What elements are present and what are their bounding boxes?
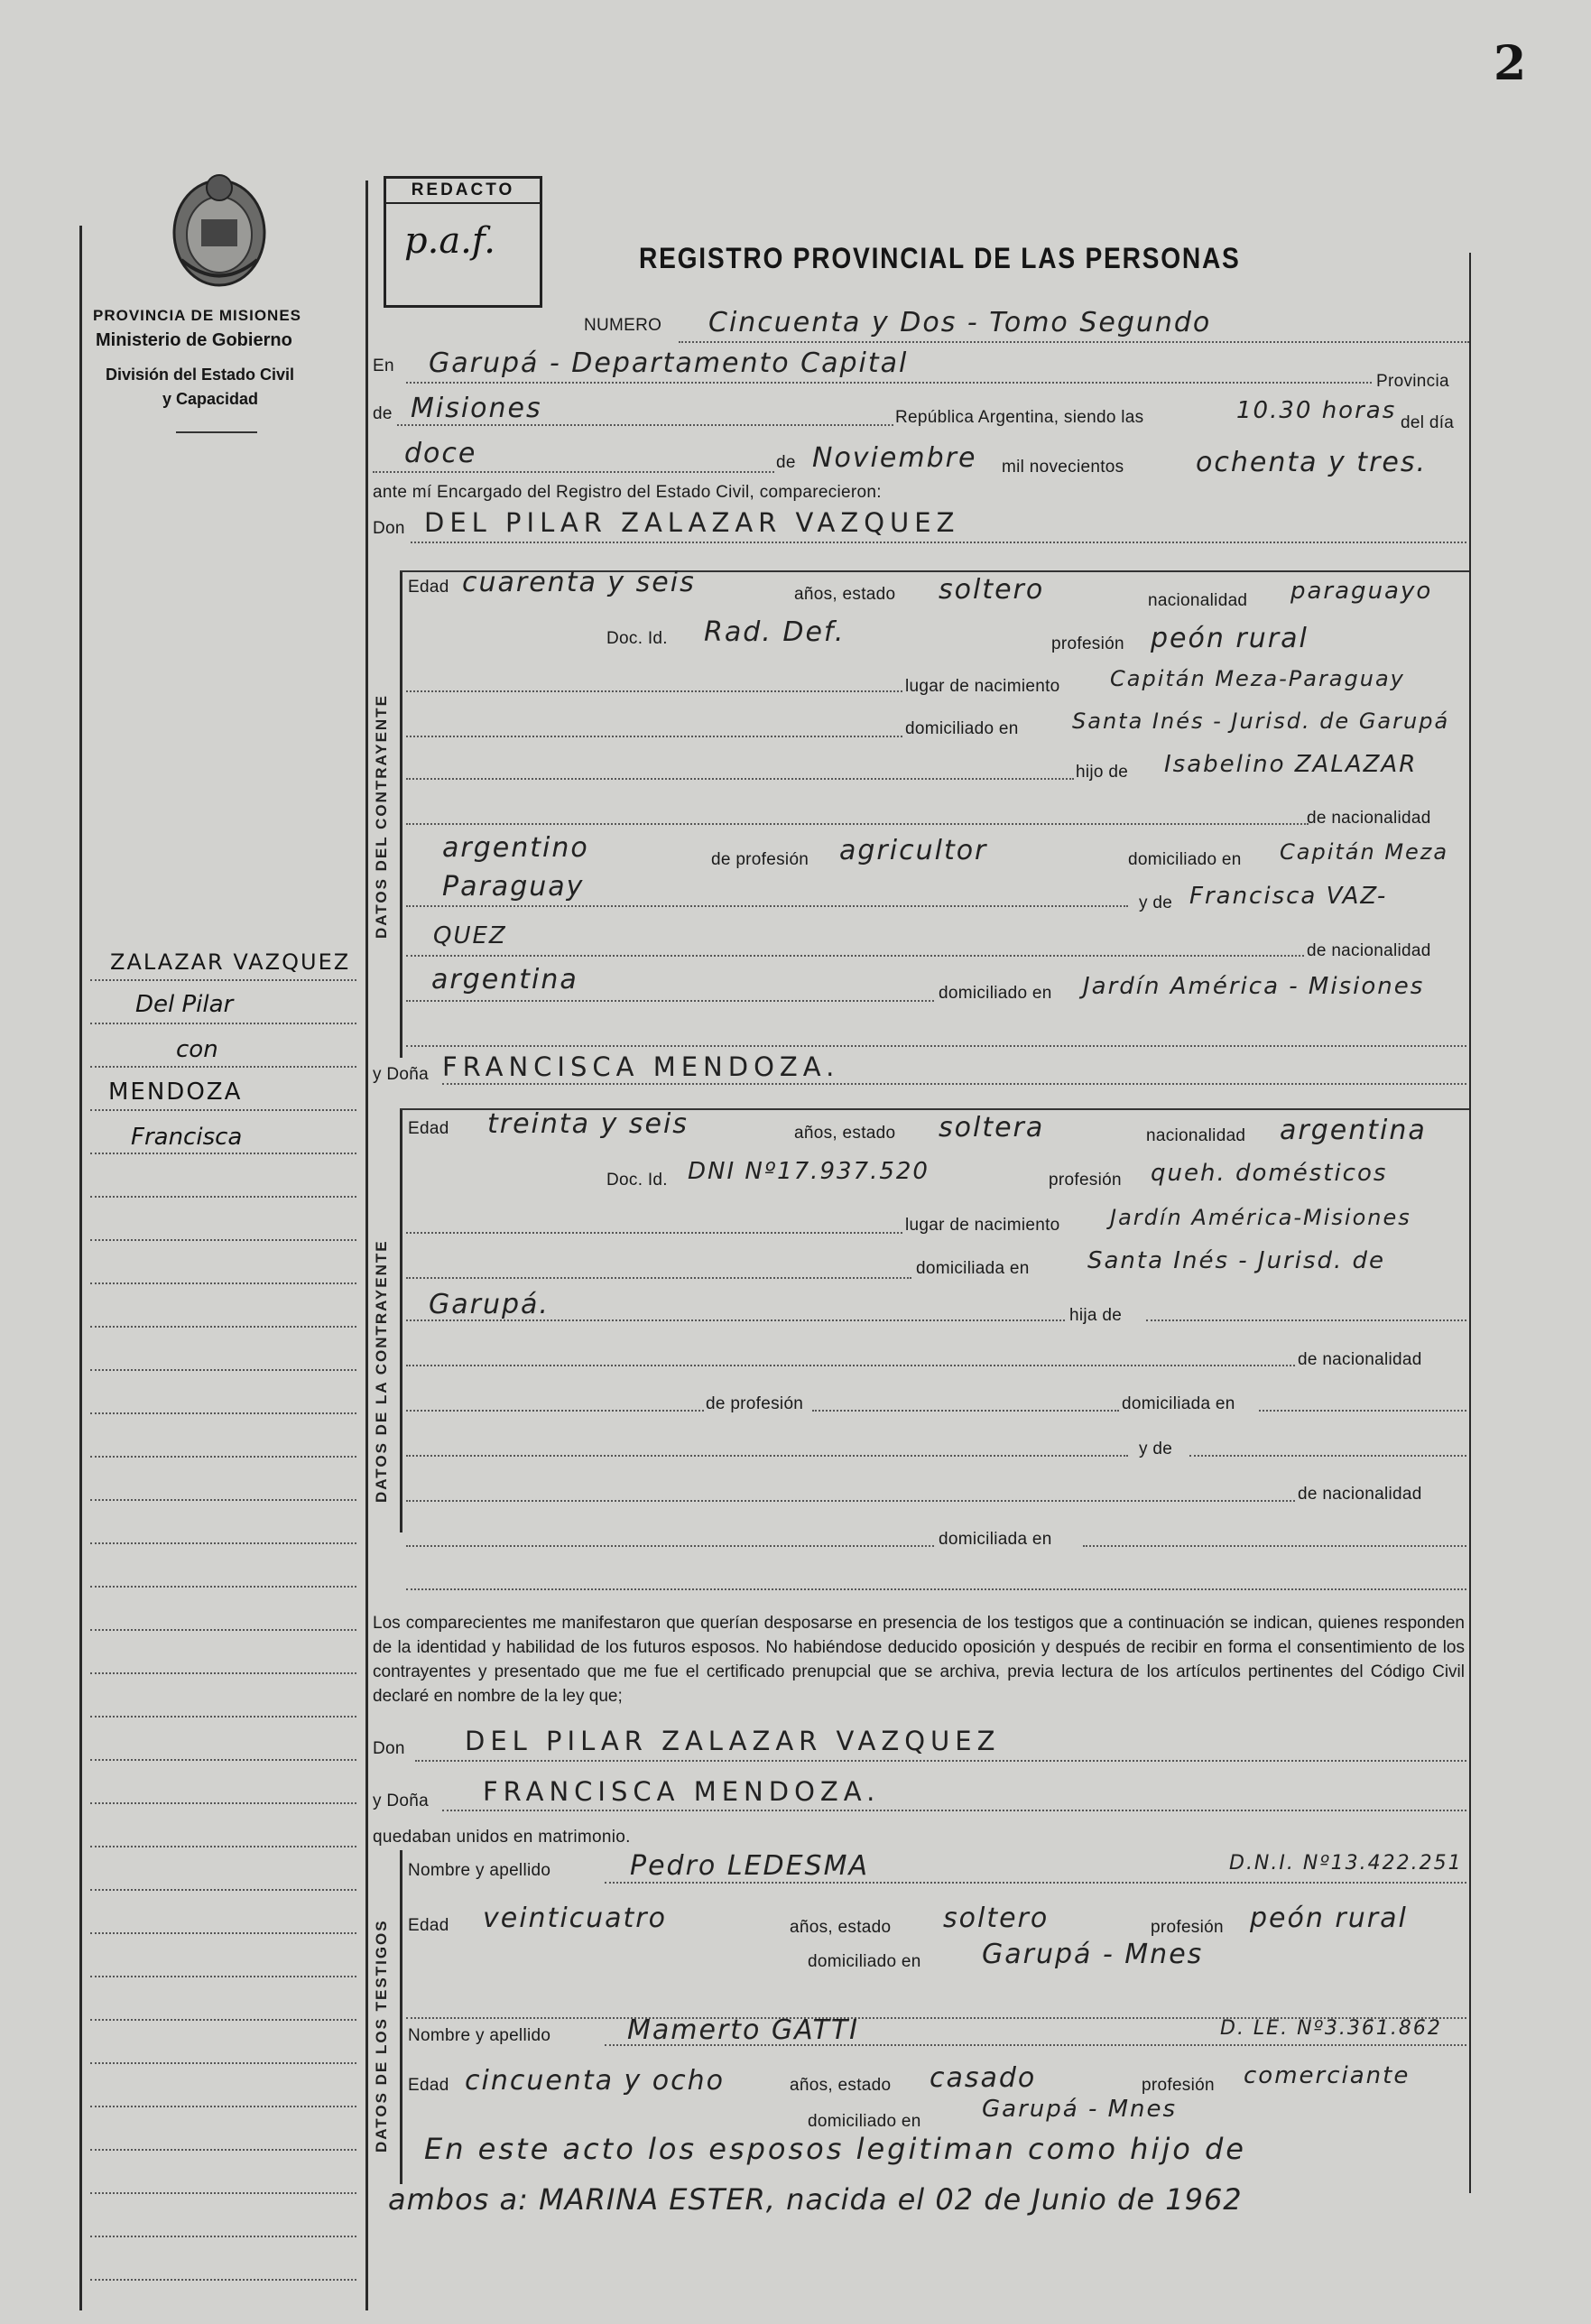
margin-rule [90, 1109, 356, 1111]
contrayente-edad: cuarenta y seis [462, 567, 696, 598]
fill-line [1146, 1319, 1466, 1321]
testigo1-profesion: peón rural [1250, 1903, 1408, 1934]
contrayente-estado: soltero [939, 574, 1045, 606]
de-profesion-label-2: de profesión [706, 1394, 804, 1413]
margin-note-line-1: ZALAZAR VAZQUEZ [110, 949, 351, 975]
de-profesion-label: de profesión [711, 850, 809, 869]
padre-nacionalidad: argentino [442, 832, 589, 864]
testigos-section-label: DATOS DE LOS TESTIGOS [373, 1919, 390, 2153]
redacto-stamp [384, 176, 542, 308]
stamp-initials: p.a.f. [404, 220, 495, 262]
margin-rule [90, 2149, 356, 2151]
page-number: 2 [1494, 36, 1527, 91]
fill-line [406, 778, 1074, 780]
margin-rule [90, 1802, 356, 1804]
province-header: PROVINCIA DE MISIONES [93, 307, 302, 324]
margin-rule [90, 1369, 356, 1371]
margin-rule [90, 1499, 356, 1501]
contrayenta-name: FRANCISCA MENDOZA. [442, 1051, 840, 1082]
margin-rule [90, 1976, 356, 1977]
union-dona-name: FRANCISCA MENDOZA. [483, 1776, 881, 1807]
margin-rule [90, 1326, 356, 1328]
de-label: de [373, 404, 393, 423]
testigo1-domicilio: Garupá - Mnes [982, 1939, 1204, 1970]
contrayente-madre-2: QUEZ [433, 922, 507, 949]
fill-line [406, 955, 1304, 957]
quedaban-label: quedaban unidos en matrimonio. [373, 1828, 631, 1847]
mes-value: Noviembre [812, 442, 977, 474]
contrayenta-domicilio: Santa Inés - Jurisd. de [1087, 1247, 1386, 1274]
mil-label: mil novecientos [1002, 458, 1124, 477]
ante-label: ante mí Encargado del Registro del Estado Civil, comparecieron: [373, 483, 882, 502]
fill-line [1083, 1545, 1466, 1547]
fill-line [605, 2044, 1466, 2046]
margin-note-line-3: con [176, 1036, 218, 1063]
testigo1-estado: soltero [943, 1903, 1050, 1934]
margin-rule [90, 1239, 356, 1241]
madre-domicilio: Jardín América - Misiones [1083, 973, 1425, 1000]
profesion-label: profesión [1051, 634, 1124, 653]
nombre-label: Nombre y apellido [408, 1861, 551, 1880]
contrayenta-estado: soltera [939, 1112, 1045, 1143]
domiciliado-label: domiciliado en [905, 719, 1019, 738]
don-label: Don [373, 519, 405, 538]
margin-rule [90, 1023, 356, 1024]
de-label-2: de [776, 453, 796, 472]
margin-rule [90, 1196, 356, 1198]
anos-estado-label-4: años, estado [790, 2076, 892, 2095]
fill-line [1189, 1455, 1466, 1457]
edad-label: Edad [408, 578, 449, 597]
hora-value: 10.30 horas [1236, 397, 1397, 424]
contrayente-doc: Rad. Def. [704, 616, 846, 648]
margin-note-line-2: Del Pilar [135, 991, 234, 1018]
margin-rule [90, 1412, 356, 1414]
fill-line [812, 1410, 1119, 1412]
edad-label-2: Edad [408, 1119, 449, 1138]
fill-line [397, 424, 893, 426]
domiciliado-label-5: domiciliado en [808, 2112, 921, 2131]
contrayente-section-label: DATOS DEL CONTRAYENTE [373, 694, 390, 939]
margin-rule [90, 1629, 356, 1631]
madre-nacionalidad: argentina [431, 964, 578, 995]
fill-line [605, 1882, 1466, 1884]
contrayente-madre: Francisca VAZ- [1189, 883, 1388, 910]
margin-rule [90, 1889, 356, 1891]
contrayenta-profesion: queh. domésticos [1151, 1160, 1388, 1187]
domiciliada-label-2: domiciliada en [1122, 1394, 1235, 1413]
de-nacionalidad-label: de nacionalidad [1307, 809, 1431, 828]
nacionalidad-label-2: nacionalidad [1146, 1126, 1246, 1145]
hijo-de-label: hijo de [1076, 763, 1129, 782]
nacionalidad-label: nacionalidad [1148, 591, 1248, 610]
domiciliada-label-3: domiciliada en [939, 1530, 1052, 1549]
numero-value: Cincuenta y Dos - Tomo Segundo [708, 307, 1212, 338]
fill-line [415, 1760, 1466, 1762]
margin-note-line-5: Francisca [131, 1124, 243, 1151]
margin-rule [90, 1066, 356, 1068]
union-don-label: Don [373, 1739, 405, 1758]
fill-line [442, 1083, 1466, 1085]
legitimation-note-line-2: ambos a: MARINA ESTER, nacida el 02 de Junio de 1962 [388, 2182, 1243, 2217]
registry-title: REGISTRO PROVINCIAL DE LAS PERSONAS [639, 242, 1241, 274]
union-dona-label: y Doña [373, 1792, 430, 1810]
fill-line [679, 341, 1469, 343]
y-de-label-2: y de [1139, 1440, 1173, 1458]
de-nacionalidad-label-4: de nacionalidad [1298, 1485, 1422, 1504]
header-underline [176, 431, 257, 433]
testigo1-doc: D.N.I. Nº13.422.251 [1229, 1852, 1463, 1875]
margin-rule [90, 1542, 356, 1544]
nombre-label-2: Nombre y apellido [408, 2026, 551, 2045]
fill-line [406, 1232, 902, 1234]
hija-de-label: hija de [1069, 1306, 1123, 1325]
anos-estado-label-2: años, estado [794, 1124, 896, 1143]
fill-line [406, 905, 1128, 907]
numero-label: NUMERO [584, 316, 662, 335]
domiciliado-label-3: domiciliado en [939, 984, 1052, 1003]
dia-value: doce [404, 438, 477, 469]
testigo2-nombre: Mamerto GATTI [627, 2014, 860, 2046]
coat-of-arms-icon [165, 170, 273, 292]
margin-rule [90, 2019, 356, 2021]
y-dona-label: y Doña [373, 1065, 430, 1084]
anio-value: ochenta y tres. [1196, 447, 1428, 478]
edad-label-3: Edad [408, 1916, 449, 1935]
fill-line [406, 1000, 934, 1002]
testigo2-edad: cincuenta y ocho [465, 2065, 726, 2097]
margin-rule [90, 1846, 356, 1847]
fill-line [406, 1588, 1466, 1590]
fill-line [406, 1455, 1128, 1457]
testigo2-domicilio: Garupá - Mnes [982, 2096, 1178, 2123]
contrayente-name: DEL PILAR ZALAZAR VAZQUEZ [424, 507, 960, 538]
en-label: En [373, 356, 394, 375]
fill-line [406, 1045, 1466, 1047]
contrayenta-bracket [400, 1108, 402, 1532]
contrayente-domicilio: Santa Inés - Jurisd. de Garupá [1072, 708, 1450, 734]
provincia-value: Misiones [411, 393, 542, 424]
fill-line [411, 542, 1466, 543]
fill-line [406, 1545, 934, 1547]
margin-rule [90, 1456, 356, 1458]
padre-profesion: agricultor [839, 835, 988, 866]
testigos-bracket [400, 1850, 402, 2184]
union-don-name: DEL PILAR ZALAZAR VAZQUEZ [465, 1726, 1001, 1756]
fill-line [406, 736, 902, 737]
republica-label: República Argentina, siendo las [895, 408, 1144, 427]
fill-line [406, 382, 1372, 384]
lugar-value: Garupá - Departamento Capital [429, 347, 909, 379]
margin-rule [90, 2236, 356, 2237]
legitimation-note-line-1: En este acto los esposos legitiman como hijo de [424, 2132, 1246, 2166]
y-de-label: y de [1139, 893, 1173, 912]
margin-rule [90, 1759, 356, 1761]
testigo2-estado: casado [930, 2062, 1037, 2094]
testigo1-nombre: Pedro LEDESMA [630, 1850, 869, 1882]
del-dia-label: del día [1401, 413, 1455, 432]
right-border [1469, 253, 1471, 2193]
margin-rule [90, 979, 356, 981]
profesion-label-3: profesión [1151, 1918, 1224, 1937]
profesion-label-2: profesión [1049, 1171, 1122, 1190]
division-header-2: y Capacidad [162, 390, 259, 408]
margin-note-line-4: MENDOZA [108, 1079, 243, 1106]
left-margin-rule [79, 226, 82, 2310]
contrayente-profesion: peón rural [1151, 623, 1309, 654]
column-divider [365, 181, 368, 2310]
de-nacionalidad-label-2: de nacionalidad [1307, 941, 1431, 960]
margin-rule [90, 2106, 356, 2107]
profesion-label-4: profesión [1142, 2076, 1215, 2095]
contrayenta-domicilio-2: Garupá. [429, 1289, 550, 1320]
lugar-nac-label-2: lugar de nacimiento [905, 1216, 1060, 1235]
lugar-nac-label: lugar de nacimiento [905, 677, 1060, 696]
provincia-label: Provincia [1376, 372, 1449, 391]
domiciliado-label-2: domiciliado en [1128, 850, 1242, 869]
margin-rule [90, 1586, 356, 1588]
division-header: División del Estado Civil [106, 366, 295, 384]
padre-domicilio-2: Paraguay [442, 871, 585, 903]
fill-line [373, 471, 774, 473]
declaration-text: Los comparecientes me manifestaron que querían desposarse en presencia de los testigos que a continuación se indican, quienes responden de la identidad y habilidad de los futuros esposos. No habiéndose deducido oposición y después de recibir en forma el consentimiento de los contrayentes y presentado que me fue el certificado prenupcial que se archiva, previa lectura de los artículos pertinentes del Código Civil declaré en nombre de la ley que; [373, 1614, 1465, 1706]
margin-rule [90, 1932, 356, 1934]
testigo2-profesion: comerciante [1244, 2062, 1411, 2089]
anos-estado-label-3: años, estado [790, 1918, 892, 1937]
fill-line [442, 1810, 1466, 1811]
edad-label-4: Edad [408, 2076, 449, 2095]
fill-line [406, 1319, 1065, 1321]
margin-rule [90, 1716, 356, 1718]
fill-line [406, 690, 902, 692]
contrayenta-doc: DNI Nº17.937.520 [688, 1158, 930, 1185]
ministry-header: Ministerio de Gobierno [96, 330, 292, 350]
padre-domicilio: Capitán Meza [1280, 839, 1449, 865]
contrayente-nacionalidad: paraguayo [1290, 578, 1433, 605]
fill-line [406, 1500, 1295, 1502]
margin-rule [90, 1672, 356, 1674]
doc-label-2: Doc. Id. [606, 1171, 668, 1190]
fill-line [406, 1410, 704, 1412]
fill-line [1259, 1410, 1466, 1412]
contrayente-padre: Isabelino ZALAZAR [1164, 751, 1418, 778]
contrayenta-edad: treinta y seis [487, 1108, 689, 1140]
domiciliado-label-4: domiciliado en [808, 1952, 921, 1971]
de-nacionalidad-label-3: de nacionalidad [1298, 1350, 1422, 1369]
contrayente-lugar-nac: Capitán Meza-Paraguay [1110, 666, 1405, 691]
fill-line [406, 1277, 911, 1279]
margin-rule [90, 2192, 356, 2194]
margin-rule [90, 2062, 356, 2064]
contrayente-bracket [400, 570, 402, 1058]
margin-rule [90, 1153, 356, 1154]
testigo1-edad: veinticuatro [483, 1903, 667, 1934]
testigo2-doc: D. LE. Nº3.361.862 [1220, 2017, 1442, 2040]
doc-label: Doc. Id. [606, 629, 668, 648]
fill-line [406, 823, 1309, 825]
contrayenta-lugar-nac: Jardín América-Misiones [1110, 1205, 1411, 1230]
anos-estado-label: años, estado [794, 585, 896, 604]
fill-line [406, 1365, 1295, 1366]
contrayenta-section-label: DATOS DE LA CONTRAYENTE [373, 1239, 390, 1503]
margin-rule [90, 2279, 356, 2281]
contrayenta-nacionalidad: argentina [1280, 1115, 1427, 1146]
stamp-title: REDACTO [386, 179, 540, 204]
domiciliada-label: domiciliada en [916, 1259, 1030, 1278]
margin-rule [90, 1282, 356, 1284]
